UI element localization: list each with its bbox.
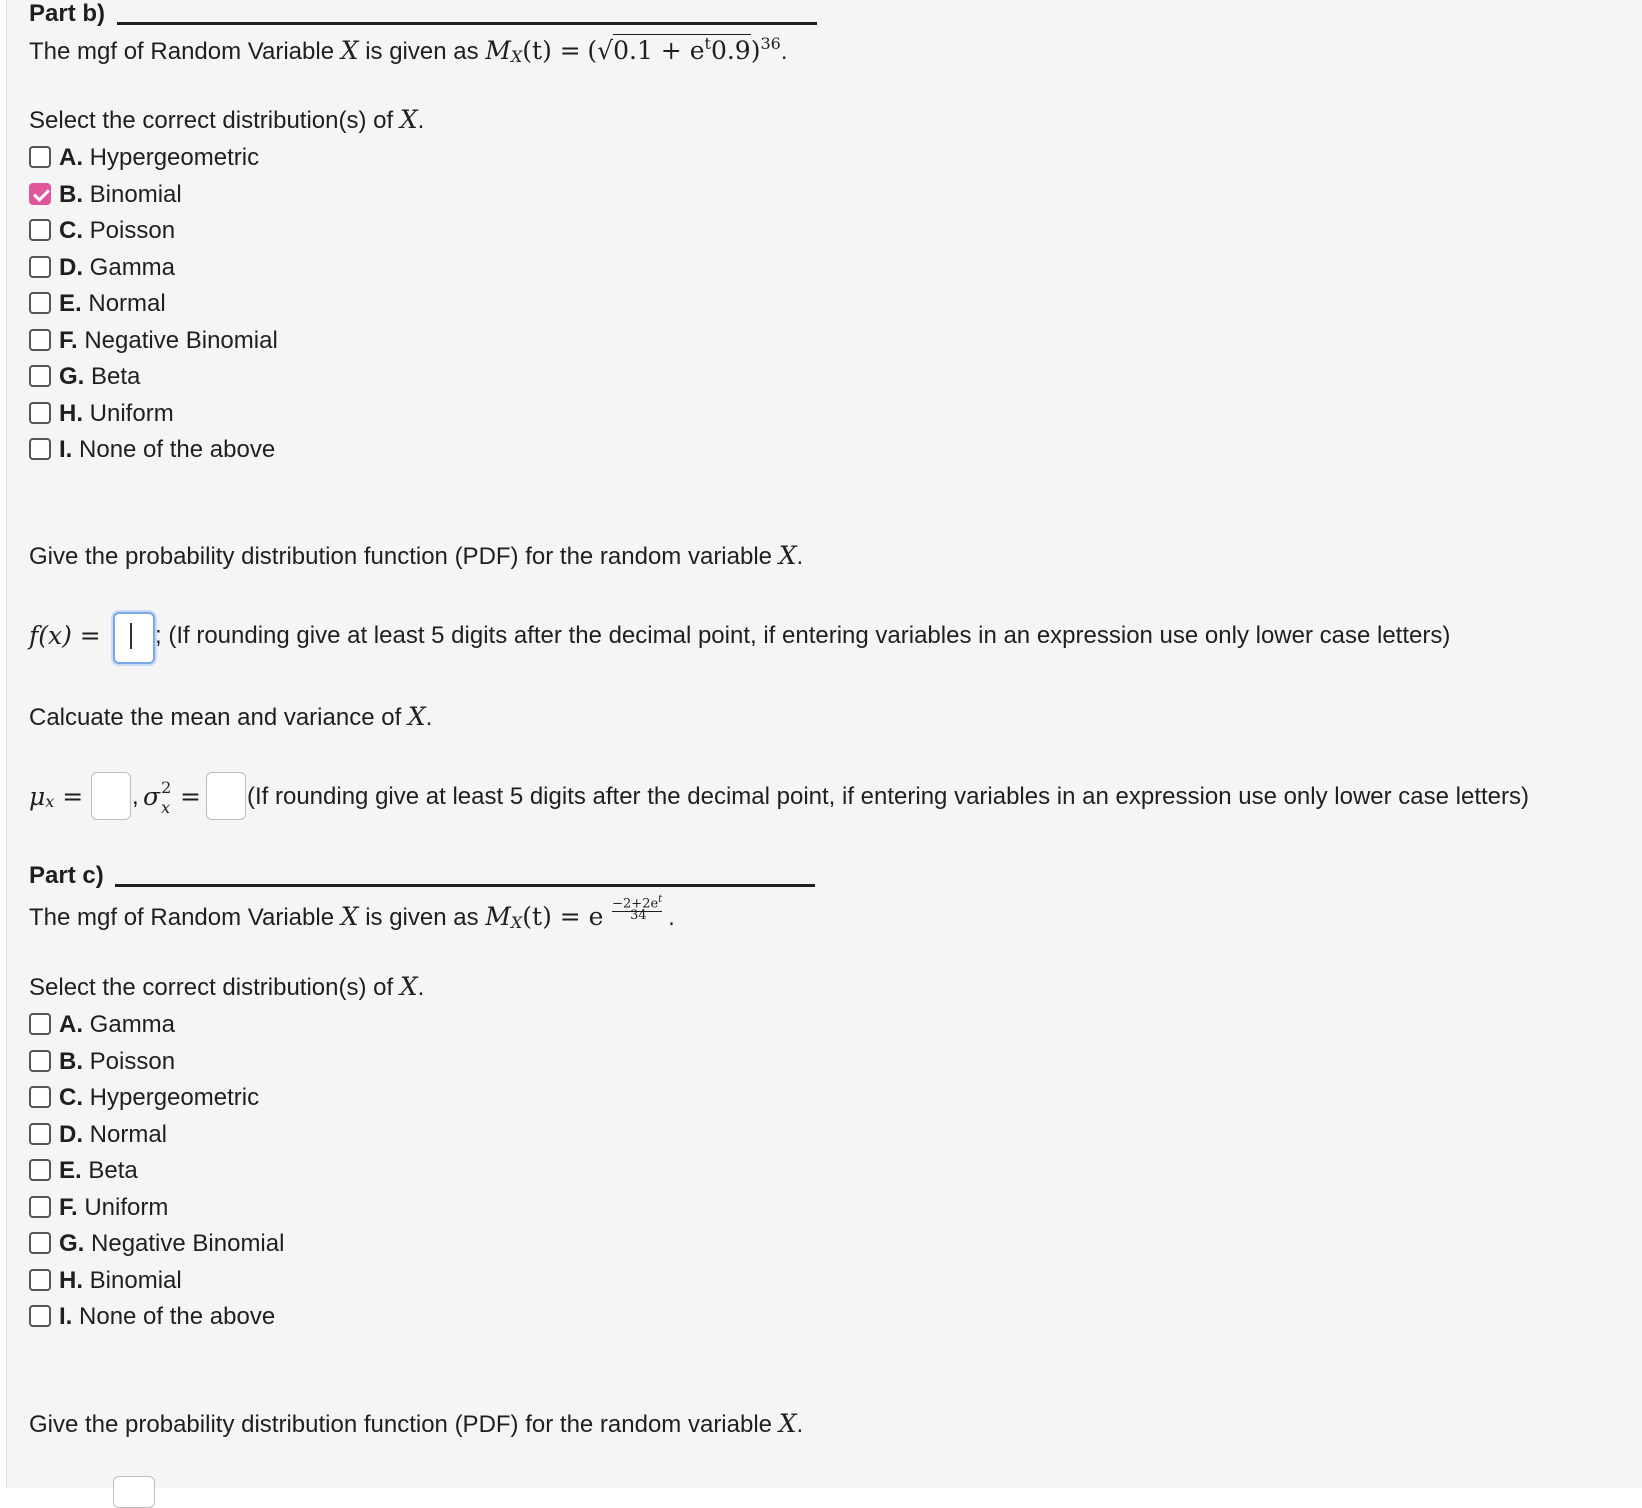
option-label[interactable] (59, 1047, 175, 1077)
mgf-exponent (610, 894, 668, 930)
var-x: X (778, 541, 797, 570)
mgf-open: ( (587, 36, 598, 65)
option-label[interactable] (59, 143, 259, 173)
text-caret (130, 623, 132, 649)
part-b-rule (117, 22, 817, 25)
period: . (796, 1411, 804, 1438)
mgf-arg: (t) = e (522, 902, 604, 931)
mu-label (29, 782, 83, 812)
option-label[interactable] (59, 253, 175, 283)
sqrt-body-text: 0.1 + e (613, 36, 705, 65)
var-x: X (399, 105, 418, 134)
part-c-select-prompt (29, 972, 424, 1003)
checkbox-g[interactable] (29, 1232, 51, 1254)
option-text: Hypergeometric (89, 1084, 260, 1111)
mu-sub: x (45, 792, 55, 811)
pdf-prompt-text: Give the probability distribution function (PDF) for the random variable (29, 1411, 773, 1438)
part-b-pdf-prompt (29, 541, 803, 572)
select-prompt-text: Select the correct distribution(s) of (29, 107, 394, 134)
option-letter: E. (59, 290, 82, 317)
part-b-select-prompt (29, 105, 424, 136)
checkbox-b[interactable] (29, 183, 51, 205)
option-text: Uniform (84, 1193, 169, 1221)
mgf-mid: is given as (365, 904, 479, 931)
option-letter: G. (59, 363, 85, 390)
option-text: Poisson (89, 1047, 176, 1075)
sigma-sup: 2 (161, 778, 172, 797)
option-label[interactable] (59, 216, 175, 246)
part-b-mgf-statement (29, 35, 788, 67)
checkbox-e[interactable] (29, 292, 51, 314)
option-label[interactable] (59, 1266, 182, 1296)
option-letter: I. (59, 436, 73, 463)
mgf-prefix: The mgf of Random Variable (29, 38, 335, 65)
option-letter: A. (59, 1011, 83, 1038)
option-text: Beta (91, 363, 141, 390)
option-letter: F. (59, 326, 78, 354)
mgf-power: 36 (760, 34, 781, 53)
mean-var-text: Calcuate the mean and variance of (29, 704, 402, 731)
option-letter: F. (59, 1193, 78, 1221)
mgf-lhs-sub: X (510, 47, 523, 66)
mu-eq: = (62, 782, 84, 811)
checkbox-h[interactable] (29, 1269, 51, 1291)
part-c-rule (115, 884, 815, 887)
option-text: None of the above (79, 1303, 276, 1330)
period: . (425, 704, 433, 731)
sqrt-sup: t (704, 34, 711, 53)
sigma-scripts (160, 778, 172, 817)
sigma-eq: = (180, 782, 201, 811)
mgf-end: . (780, 38, 788, 65)
option-text: Hypergeometric (89, 144, 260, 171)
option-text: Normal (89, 1120, 168, 1148)
checkbox-d[interactable] (29, 256, 51, 278)
option-text: Negative Binomial (84, 326, 278, 354)
option-text: Normal (88, 290, 166, 317)
var-x: X (407, 702, 426, 731)
variance-answer-input[interactable] (206, 772, 246, 820)
fx-note: ; (If rounding give at least 5 digits after the decimal point, if entering variables in an expression use only lower case letters) (155, 622, 1451, 649)
option-letter: B. (59, 180, 83, 208)
sqrt-tail: 0.9 (710, 36, 751, 65)
checkbox-a[interactable] (29, 146, 51, 168)
option-text: Binomial (89, 180, 182, 208)
option-letter: I. (59, 1303, 73, 1330)
checkbox-c[interactable] (29, 1086, 51, 1108)
checkbox-f[interactable] (29, 1196, 51, 1218)
var-x: X (340, 902, 359, 931)
mean-answer-input[interactable] (91, 772, 131, 820)
mgf-arg: (t) = (522, 36, 581, 65)
mu-symbol: μ (29, 782, 46, 811)
option-label[interactable] (59, 180, 182, 210)
option-letter: H. (59, 399, 83, 427)
checkbox-f[interactable] (29, 329, 51, 351)
option-label[interactable] (59, 289, 166, 319)
option-text: Negative Binomial (91, 1230, 285, 1257)
checkbox-b[interactable] (29, 1050, 51, 1072)
fx-label: f(x) = (29, 621, 101, 650)
mgf-mid: is given as (365, 38, 479, 65)
mgf-prefix: The mgf of Random Variable (29, 904, 335, 931)
period: . (796, 543, 804, 570)
option-letter: B. (59, 1047, 83, 1075)
option-letter: H. (59, 1266, 83, 1294)
mean-variance-prompt (29, 702, 432, 733)
option-text: Binomial (89, 1266, 182, 1294)
option-letter: D. (59, 1120, 83, 1148)
checkbox-c[interactable] (29, 219, 51, 241)
option-letter: G. (59, 1230, 85, 1257)
option-label[interactable] (59, 1156, 138, 1186)
mv-note: (If rounding give at least 5 digits after the decimal point, if entering variables in an expression use only lower case letters) (247, 783, 1530, 810)
sigma-label (143, 778, 201, 817)
option-label[interactable] (59, 1193, 168, 1223)
option-letter: A. (59, 144, 83, 171)
period: . (417, 974, 425, 1001)
exp-num-text: −2+2e (612, 896, 659, 912)
option-label[interactable] (59, 326, 278, 356)
part-c-pdf-answer-input[interactable] (113, 1476, 155, 1508)
option-label[interactable] (59, 435, 275, 465)
option-text: Poisson (89, 217, 176, 244)
option-text: Gamma (89, 1011, 176, 1038)
option-letter: D. (59, 253, 83, 281)
exp-num-sup: t (658, 894, 663, 905)
option-label[interactable] (59, 1083, 259, 1113)
sigma-symbol: σ (143, 782, 161, 811)
mgf-close: ) (750, 36, 761, 65)
option-letter: C. (59, 217, 83, 244)
checkbox-g[interactable] (29, 365, 51, 387)
checkbox-h[interactable] (29, 402, 51, 424)
checkbox-e[interactable] (29, 1159, 51, 1181)
mgf-end: . (668, 904, 675, 931)
var-x: X (399, 972, 418, 1001)
option-text: Beta (88, 1157, 138, 1184)
option-label[interactable] (59, 1120, 167, 1150)
period: . (417, 107, 425, 134)
checkbox-a[interactable] (29, 1013, 51, 1035)
option-label[interactable] (59, 1229, 284, 1259)
pdf-prompt-text: Give the probability distribution function (PDF) for the random variable (29, 543, 773, 570)
var-x: X (340, 36, 359, 65)
option-text: Uniform (89, 399, 174, 427)
checkbox-i[interactable] (29, 438, 51, 460)
checkbox-d[interactable] (29, 1123, 51, 1145)
checkbox-i[interactable] (29, 1305, 51, 1327)
part-c-label: Part c) (29, 862, 104, 889)
sqrt-sign: √ (597, 36, 614, 65)
mgf-lhs-sub: X (510, 913, 523, 932)
option-label[interactable] (59, 362, 140, 392)
option-label[interactable] (59, 1010, 175, 1040)
option-text: Gamma (89, 253, 176, 281)
option-letter: E. (59, 1157, 82, 1184)
var-x: X (778, 1409, 797, 1438)
part-c-mgf-statement (29, 894, 675, 933)
pdf-answer-input[interactable] (113, 612, 155, 664)
option-text: None of the above (79, 436, 276, 463)
sigma-sub: x (161, 798, 171, 817)
mgf-lhs: M (485, 36, 511, 65)
question-page (6, 0, 1642, 1488)
option-label[interactable] (59, 1302, 275, 1332)
option-letter: C. (59, 1084, 83, 1111)
part-b-label: Part b) (29, 0, 106, 27)
exp-denominator: 34 (630, 908, 647, 923)
sqrt-body (613, 34, 751, 65)
option-label[interactable] (59, 399, 174, 429)
mv-comma: , (132, 783, 139, 810)
mgf-lhs: M (485, 902, 511, 931)
select-prompt-text: Select the correct distribution(s) of (29, 974, 394, 1001)
part-c-pdf-prompt (29, 1409, 803, 1440)
